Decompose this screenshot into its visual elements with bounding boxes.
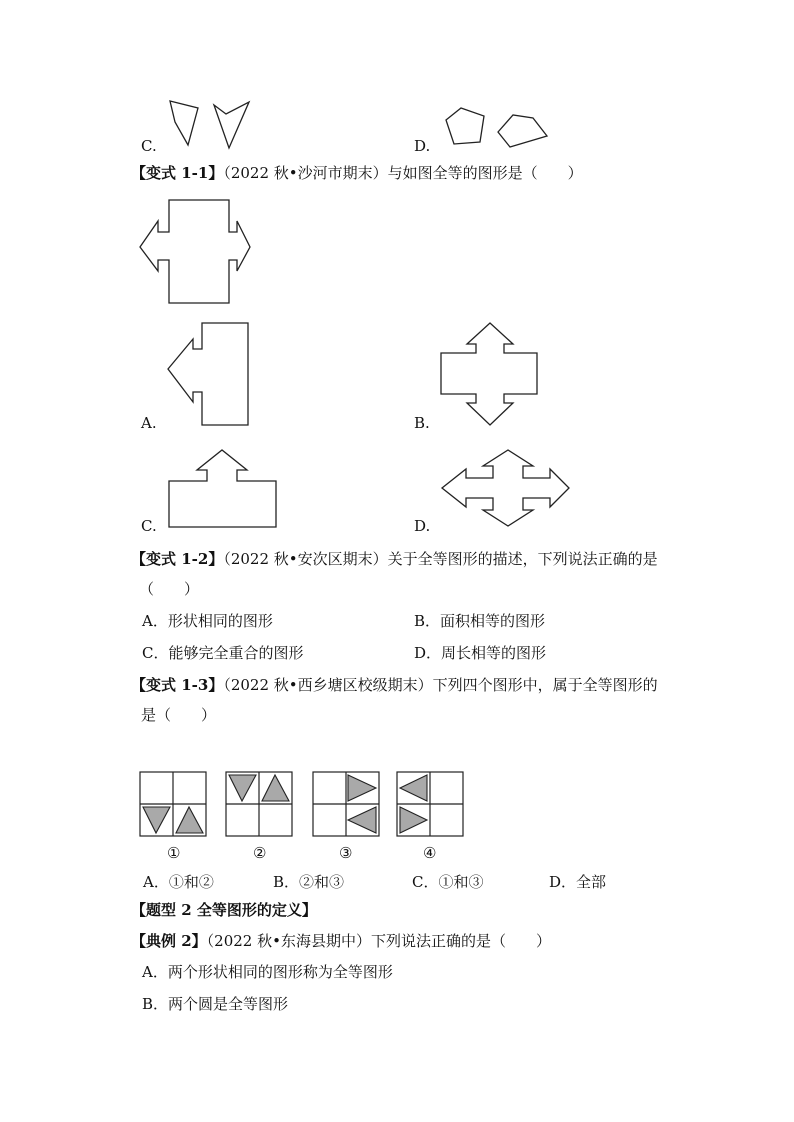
example2-tag: 【典例 2】: [131, 932, 207, 950]
q1-1-option-a-label: A.: [141, 414, 157, 432]
q1-2-option-c: C．能够完全重合的图形: [142, 644, 304, 662]
q1-3-stem: （2022 秋•西乡塘区校级期末）下列四个图形中，属于全等图形的: [223, 676, 658, 694]
q0-option-c-label: C.: [141, 137, 157, 155]
q1-3-option-d: D．全部: [549, 873, 607, 891]
q1-3-option-c: C．①和③: [412, 873, 484, 891]
q1-2-answer-paren: （ ）: [139, 580, 200, 598]
q1-3-option-a: A．①和②: [143, 873, 214, 891]
q1-1-tag: 【变式 1-1】: [131, 164, 224, 182]
q1-2-tag: 【变式 1-2】: [131, 550, 224, 568]
q1-3-stem-line2: 是（ ）: [141, 706, 217, 724]
q1-3-figure-4-label: ④: [423, 844, 437, 862]
q1-2-option-b: B．面积相等的图形: [414, 612, 546, 630]
q1-2-option-d: D．周长相等的图形: [414, 644, 547, 662]
q1-3-figure-1-label: ①: [167, 844, 181, 862]
q0-option-d-label: D.: [414, 137, 431, 155]
q1-1-option-b-label: B.: [414, 414, 430, 432]
section-title: 【题型 2 全等图形的定义】: [131, 901, 317, 919]
q1-1-option-c-label: C.: [141, 517, 157, 535]
example2-option-b: B．两个圆是全等图形: [142, 995, 289, 1013]
example2-question: [131, 932, 551, 950]
q1-3-figure-3-label: ③: [339, 844, 353, 862]
q1-2-stem: （2022 秋•安次区期末）关于全等图形的描述，下列说法正确的是: [223, 550, 658, 568]
q1-3-option-b: B．②和③: [273, 873, 345, 891]
q1-3-figure-2-label: ②: [253, 844, 267, 862]
q1-2-option-a: A．形状相同的图形: [142, 612, 273, 630]
example2-option-a: A．两个形状相同的图形称为全等图形: [142, 963, 393, 981]
q1-3-tag: 【变式 1-3】: [131, 676, 224, 694]
q1-1-stem: （2022 秋•沙河市期末）与如图全等的图形是（ ）: [223, 164, 583, 182]
q1-1-option-d-label: D.: [414, 517, 431, 535]
example2-stem: （2022 秋•东海县期中）下列说法正确的是（ ）: [206, 932, 551, 950]
